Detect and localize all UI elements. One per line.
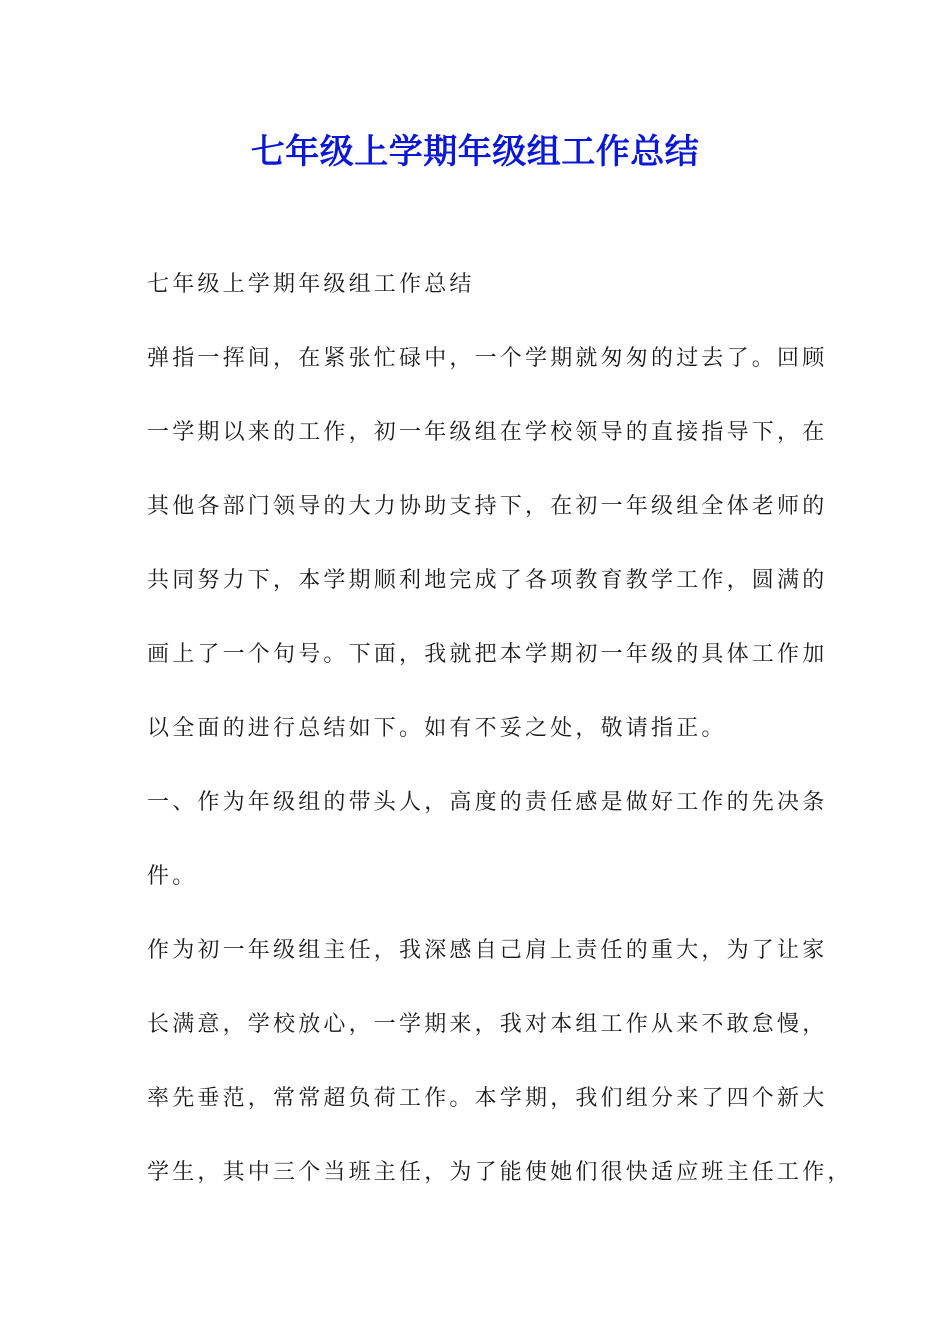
paragraph-line: 率先垂范，常常超负荷工作。本学期，我们组分来了四个新大	[147, 1086, 828, 1111]
paragraph-line: 以全面的进行总结如下。如有不妥之处，敬请指正。	[147, 716, 727, 741]
document-title: 七年级上学期年级组工作总结	[250, 132, 700, 172]
paragraph-line: 七年级上学期年级组工作总结	[147, 272, 475, 297]
paragraph-line: 弹指一挥间，在紧张忙碌中，一个学期就匆匆的过去了。回顾	[147, 346, 828, 371]
paragraph-line: 一学期以来的工作，初一年级组在学校领导的直接指导下，在	[147, 420, 828, 445]
paragraph-line: 其他各部门领导的大力协助支持下，在初一年级组全体老师的	[147, 494, 828, 519]
paragraph-line: 长满意，学校放心，一学期来，我对本组工作从来不敢怠慢，	[147, 1012, 828, 1037]
paragraph-line: 画上了一个句号。下面，我就把本学期初一年级的具体工作加	[147, 642, 828, 667]
paragraph-line: 共同努力下，本学期顺利地完成了各项教育教学工作，圆满的	[147, 568, 828, 593]
section-heading-line: 件。	[147, 864, 198, 889]
paragraph-line: 作为初一年级组主任，我深感自己肩上责任的重大，为了让家	[147, 938, 828, 963]
paragraph-line: 学生，其中三个当班主任，为了能使她们很快适应班主任工作，	[147, 1160, 853, 1185]
section-heading-line: 一、作为年级组的带头人，高度的责任感是做好工作的先决条	[147, 790, 828, 815]
